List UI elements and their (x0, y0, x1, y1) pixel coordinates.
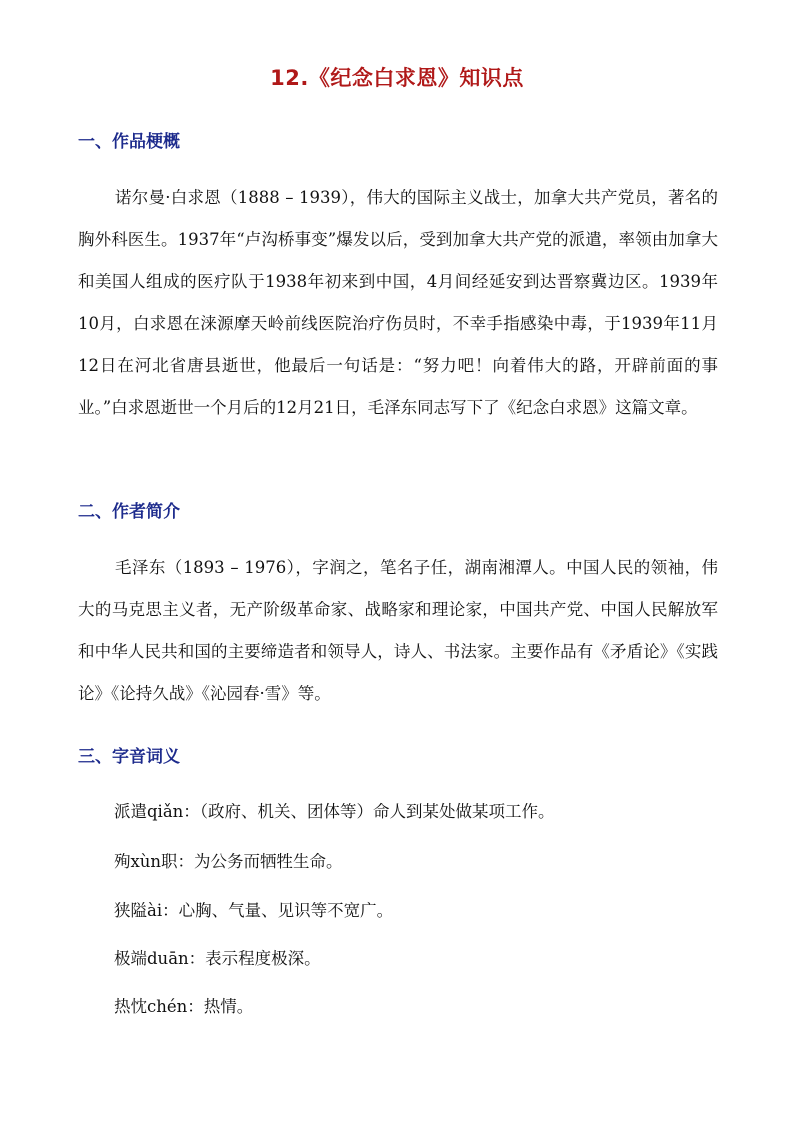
page-title: 12.《纪念白求恩》知识点 (270, 66, 524, 90)
section-heading-vocabulary: 三、字音词义 (78, 747, 180, 767)
vocab-item: 殉xùn职：为公务而牺牲生命。 (114, 852, 343, 871)
vocab-item: 极端duān：表示程度极深。 (114, 949, 321, 968)
vocab-item: 热忱chén：热情。 (114, 997, 254, 1016)
vocab-item: 派遣qiǎn：（政府、机关、团体等）命人到某处做某项工作。 (114, 802, 555, 821)
section-heading-author: 二、作者简介 (78, 502, 180, 522)
section-body-author: 毛泽东（1893 – 1976），字润之，笔名子任，湖南湘潭人。中国人民的领袖，伟大的马克思主义者，无产阶级革命家、战略家和理论家，中国共产党、中国人民解放军和中华人民共和国的主要缔造者和领导人，诗人、书法家。主要作品有《矛盾论》《实践论》《论持久战》《沁园春·雪》等。 (78, 558, 718, 703)
section-heading-summary: 一、作品梗概 (78, 132, 180, 152)
vocab-item: 狭隘ài：心胸、气量、见识等不宽广。 (114, 901, 394, 920)
section-body-summary: 诺尔曼·白求恩（1888 – 1939），伟大的国际主义战士，加拿大共产党员，著名的胸外科医生。1937年“卢沟桥事变”爆发以后，受到加拿大共产党的派遣，率领由加拿大和美国人组成的医疗队于1938年初来到中国，4月间经延安到达晋察冀边区。1939年10月，白求恩在涞源摩天岭前线医院治疗伤员时，不幸手指感染中毒，于1939年11月12日在河北省唐县逝世，他最后一句话是：“努力吧！向着伟大的路，开辟前面的事业。”白求恩逝世一个月后的12月21日，毛泽东同志写下了《纪念白求恩》这篇文章。 (78, 188, 718, 417)
